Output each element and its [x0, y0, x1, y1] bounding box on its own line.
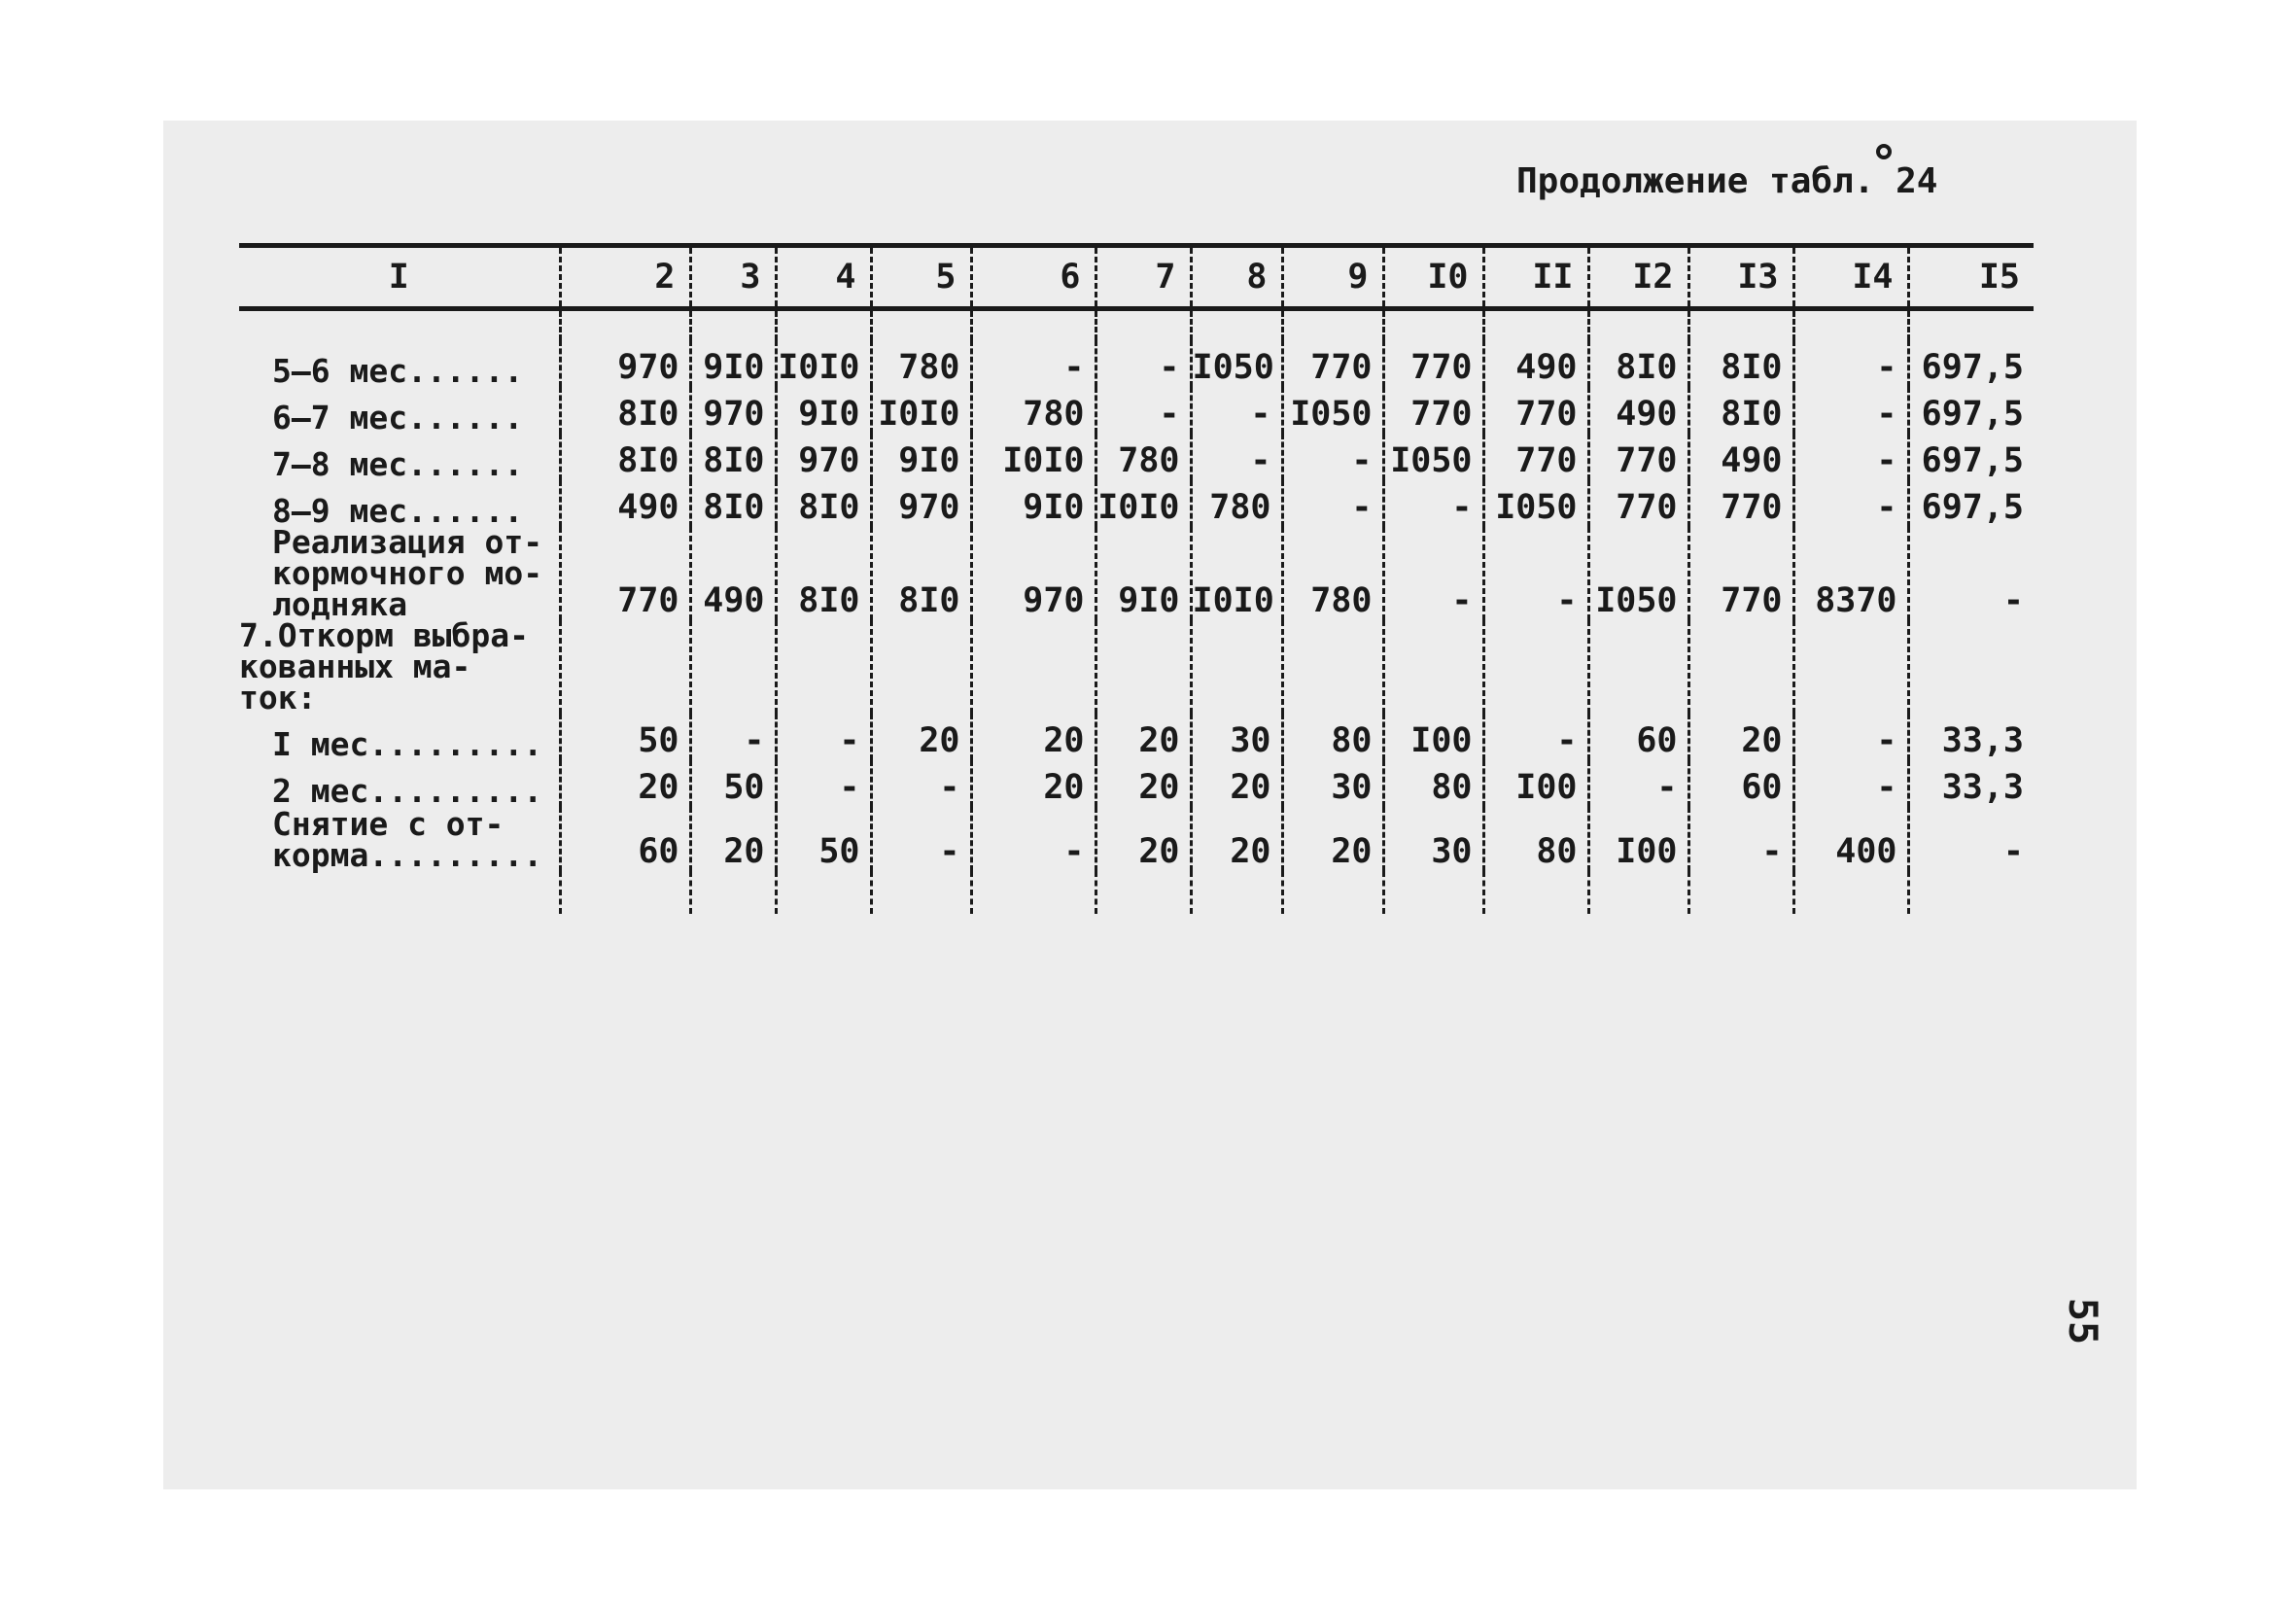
table-cell	[1483, 620, 1588, 714]
table-caption: Продолжение табл. 24	[1516, 161, 1938, 201]
header-cell: I2	[1588, 246, 1688, 309]
row-label: I мес.........	[272, 725, 543, 763]
header-cell: 2	[560, 246, 690, 309]
header-cell: 4	[776, 246, 871, 309]
table-cell: 970	[690, 387, 776, 434]
table-cell: -	[1793, 434, 1908, 480]
header-cell: 3	[690, 246, 776, 309]
header-cell: I5	[1908, 246, 2034, 309]
table-cell: -	[1908, 527, 2034, 620]
table-cell: 770	[1483, 387, 1588, 434]
header-cell: 8	[1191, 246, 1282, 309]
table-cell: I0I0	[1191, 527, 1282, 620]
page-number: 55	[2060, 1297, 2105, 1346]
table-cell: -	[1282, 434, 1383, 480]
table-cell: -	[1793, 480, 1908, 527]
row-label: 2 мес.........	[272, 772, 543, 810]
table-cell: I050	[1282, 387, 1383, 434]
table-cell: 80	[1383, 760, 1483, 807]
table-cell: 697,5	[1908, 340, 2034, 387]
table-cell: 697,5	[1908, 480, 2034, 527]
table-row	[239, 527, 2034, 620]
table-cell	[1793, 620, 1908, 714]
table-cell: 60	[1588, 714, 1688, 760]
table-cell: 60	[560, 807, 690, 871]
table-cell: 8I0	[560, 387, 690, 434]
table-cell: 490	[1588, 387, 1688, 434]
table-cell: 770	[560, 527, 690, 620]
table-cell: -	[1096, 340, 1191, 387]
table-cell: -	[971, 340, 1096, 387]
table-cell: 20	[1096, 714, 1191, 760]
table-cell: 770	[1688, 527, 1793, 620]
table-row	[239, 714, 2034, 760]
table-cell	[560, 620, 690, 714]
table-row	[239, 434, 2034, 480]
table-cell	[1191, 620, 1282, 714]
table-row	[239, 760, 2034, 807]
table-cell: -	[776, 760, 871, 807]
table-cell	[1383, 620, 1483, 714]
table-cell: I050	[1191, 340, 1282, 387]
table-cell: I0I0	[1096, 480, 1191, 527]
table-cell	[690, 620, 776, 714]
row-label: 8–9 мес......	[272, 492, 524, 530]
table-cell: -	[690, 714, 776, 760]
table-cell: 970	[560, 340, 690, 387]
row-label: 5–6 мес......	[272, 352, 524, 390]
header-cell: 6	[971, 246, 1096, 309]
table-cell: -	[871, 760, 971, 807]
table-cell: I00	[1588, 807, 1688, 871]
table-cell: -	[1793, 760, 1908, 807]
table-row	[239, 340, 2034, 387]
table-cell: 30	[1383, 807, 1483, 871]
table-cell: -	[1588, 760, 1688, 807]
table-cell: 9I0	[776, 387, 871, 434]
table-cell: 50	[776, 807, 871, 871]
table-cell: 9I0	[690, 340, 776, 387]
table-cell: 970	[776, 434, 871, 480]
table-cell: -	[1483, 714, 1588, 760]
table-cell: -	[776, 714, 871, 760]
table-cell: -	[971, 807, 1096, 871]
table-cell: 50	[560, 714, 690, 760]
table-cell: 33,3	[1908, 760, 2034, 807]
table-cell: 8I0	[1688, 387, 1793, 434]
table-cell: -	[1793, 340, 1908, 387]
table-cell: I00	[1383, 714, 1483, 760]
table-cell: 8I0	[690, 434, 776, 480]
table-cell: 490	[690, 527, 776, 620]
table-cell: 697,5	[1908, 387, 2034, 434]
table-cell: 400	[1793, 807, 1908, 871]
section-label: 7.Откорм выбра- кованных ма- ток:	[239, 616, 530, 717]
table-cell: 20	[1096, 807, 1191, 871]
row-label: 7–8 мес......	[272, 445, 524, 483]
table-cell: 697,5	[1908, 434, 2034, 480]
table-cell: -	[1383, 527, 1483, 620]
table-cell	[1096, 620, 1191, 714]
table-cell: 33,3	[1908, 714, 2034, 760]
table-cell: 780	[971, 387, 1096, 434]
table-cell: 30	[1282, 760, 1383, 807]
table-cell: 780	[871, 340, 971, 387]
table-cell: 20	[1688, 714, 1793, 760]
table-cell: 770	[1588, 434, 1688, 480]
table-cell: 8I0	[1588, 340, 1688, 387]
table-spacer-row	[239, 309, 2034, 341]
row-label: Реализация от- кормочного мо- лодняка	[272, 523, 543, 623]
header-cell: I4	[1793, 246, 1908, 309]
table-cell: -	[1908, 807, 2034, 871]
table-cell: 9I0	[871, 434, 971, 480]
table-cell: -	[871, 807, 971, 871]
table-cell: 80	[1282, 714, 1383, 760]
table-cell: 8I0	[1688, 340, 1793, 387]
header-cell: I3	[1688, 246, 1793, 309]
table-cell	[1282, 620, 1383, 714]
table-cell: 20	[1191, 760, 1282, 807]
table-cell: 490	[560, 480, 690, 527]
table-cell: 20	[560, 760, 690, 807]
table-cell: 770	[1588, 480, 1688, 527]
table-cell: 60	[1688, 760, 1793, 807]
table-row	[239, 480, 2034, 527]
table-row	[239, 620, 2034, 714]
table-cell: 8370	[1793, 527, 1908, 620]
header-cell: II	[1483, 246, 1588, 309]
table-cell: 780	[1282, 527, 1383, 620]
header-cell: I	[388, 258, 409, 297]
table-cell	[1688, 620, 1793, 714]
table-cell	[1908, 620, 2034, 714]
table-cell: 780	[1191, 480, 1282, 527]
table-cell: 770	[1383, 387, 1483, 434]
table-cell: 50	[690, 760, 776, 807]
table-body	[239, 309, 2034, 915]
table-cell: 770	[1383, 340, 1483, 387]
table-cell: 20	[1282, 807, 1383, 871]
header-row	[239, 246, 2034, 309]
table-cell: I0I0	[871, 387, 971, 434]
table-cell: 8I0	[776, 527, 871, 620]
table-cell: I0I0	[971, 434, 1096, 480]
row-label: 6–7 мес......	[272, 399, 524, 437]
header-cell: 5	[871, 246, 971, 309]
table-cell: 20	[971, 714, 1096, 760]
table-cell: 8I0	[690, 480, 776, 527]
table-cell: -	[1793, 387, 1908, 434]
table-cell: 490	[1483, 340, 1588, 387]
table-cell: -	[1096, 387, 1191, 434]
table-cell: 970	[971, 527, 1096, 620]
table-tail-row	[239, 871, 2034, 914]
table-cell: 30	[1191, 714, 1282, 760]
table-cell	[776, 620, 871, 714]
table-cell: 490	[1688, 434, 1793, 480]
table-cell: -	[1383, 480, 1483, 527]
table-cell: 8I0	[776, 480, 871, 527]
table-cell: 8I0	[560, 434, 690, 480]
table-row	[239, 807, 2034, 871]
table-cell: -	[1191, 387, 1282, 434]
table-cell: -	[1688, 807, 1793, 871]
table-cell: 20	[971, 760, 1096, 807]
table-cell: I0I0	[776, 340, 871, 387]
row-label: Снятие с от- корма.........	[272, 805, 543, 874]
header-cell: 9	[1282, 246, 1383, 309]
table-cell: 770	[1483, 434, 1588, 480]
table-cell: 780	[1096, 434, 1191, 480]
degree-mark	[1876, 144, 1892, 159]
table-cell: -	[1191, 434, 1282, 480]
table-cell: I00	[1483, 760, 1588, 807]
header-cell: 7	[1096, 246, 1191, 309]
table-cell	[1588, 620, 1688, 714]
table-cell: 770	[1688, 480, 1793, 527]
table-cell	[971, 620, 1096, 714]
table-cell: 20	[690, 807, 776, 871]
table-cell: I050	[1483, 480, 1588, 527]
table-cell: I050	[1383, 434, 1483, 480]
header-cell: I0	[1383, 246, 1483, 309]
table-cell: 80	[1483, 807, 1588, 871]
data-table	[239, 243, 2034, 914]
table-cell: I050	[1588, 527, 1688, 620]
table-cell: 20	[1191, 807, 1282, 871]
table-cell: 8I0	[871, 527, 971, 620]
table-cell: 970	[871, 480, 971, 527]
table-cell: 770	[1282, 340, 1383, 387]
table-cell: 20	[871, 714, 971, 760]
table-cell: 20	[1096, 760, 1191, 807]
table-row	[239, 387, 2034, 434]
table-cell: 9I0	[1096, 527, 1191, 620]
table-cell: -	[1282, 480, 1383, 527]
table-cell: -	[1483, 527, 1588, 620]
table-cell	[871, 620, 971, 714]
table-cell: 9I0	[971, 480, 1096, 527]
table-cell: -	[1793, 714, 1908, 760]
